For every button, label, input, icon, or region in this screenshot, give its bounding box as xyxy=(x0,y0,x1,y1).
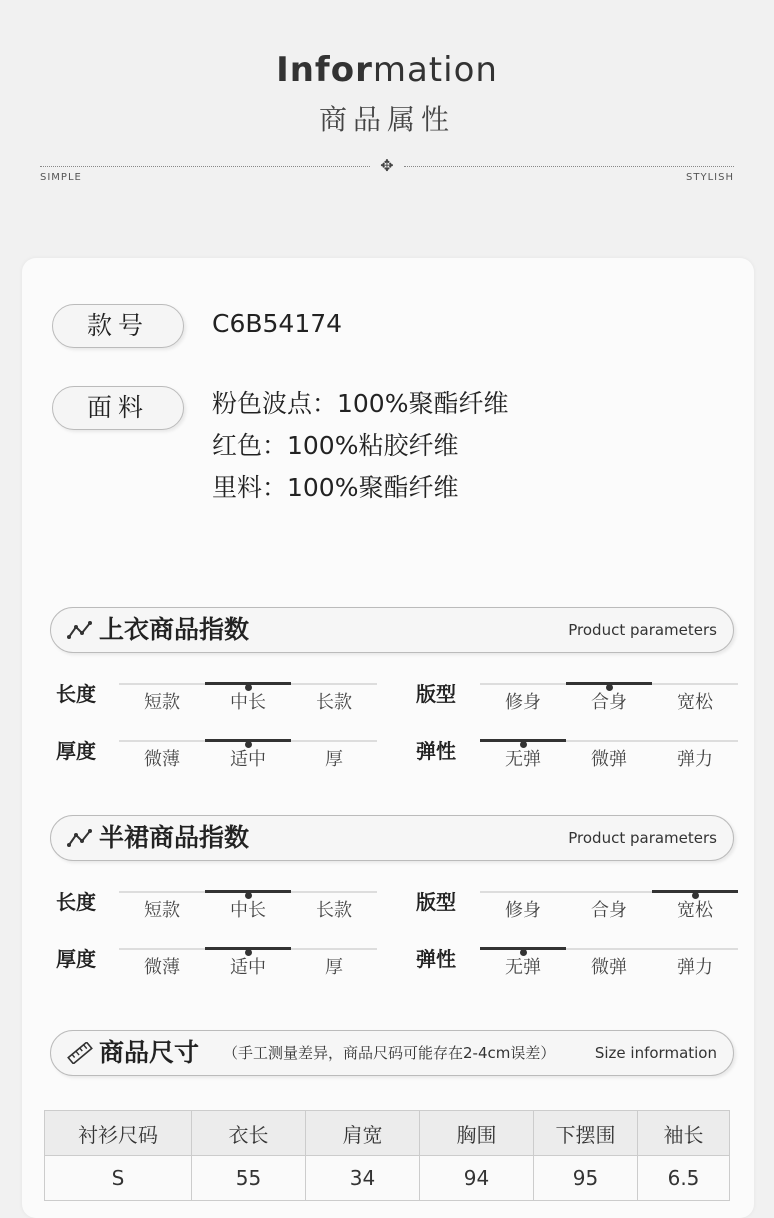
top-index-title: 上衣商品指数 xyxy=(99,615,250,644)
fabric-line: 红色：100%粘胶纤维 xyxy=(212,431,459,460)
scale-option: 修身 xyxy=(505,692,541,713)
scale-option: 短款 xyxy=(144,692,180,713)
skirt-index-title: 半裙商品指数 xyxy=(99,823,250,852)
ruler-icon xyxy=(67,1042,93,1064)
table-header-row xyxy=(45,1111,730,1156)
table-cell: 95 xyxy=(534,1156,638,1201)
page-title xyxy=(0,48,774,92)
scale-option: 微弹 xyxy=(591,749,627,770)
size-info-title: 商品尺寸 xyxy=(99,1038,200,1067)
scale-option: 无弹 xyxy=(505,957,541,978)
table-header-cell: 衣长 xyxy=(192,1111,306,1156)
scale-option: 微薄 xyxy=(144,957,180,978)
table-header-cell: 袖长 xyxy=(638,1111,730,1156)
scale-option: 弹力 xyxy=(677,957,713,978)
scale-option: 中长 xyxy=(230,692,266,713)
divider-left xyxy=(40,166,370,167)
divider-right xyxy=(404,166,734,167)
index-label: 长度 xyxy=(56,890,96,914)
index-label: 版型 xyxy=(416,890,456,914)
trend-line-icon xyxy=(67,619,93,641)
scale-option: 修身 xyxy=(505,900,541,921)
scale-option: 适中 xyxy=(230,749,266,770)
stylish-label: STYLISH xyxy=(686,172,734,183)
index-label: 厚度 xyxy=(56,947,96,971)
index-label: 长度 xyxy=(56,682,96,706)
table-header-cell: 肩宽 xyxy=(306,1111,420,1156)
size-info-header xyxy=(50,1030,734,1076)
title-light: mation xyxy=(372,50,498,90)
scale-option: 合身 xyxy=(591,900,627,921)
scale-option: 宽松 xyxy=(677,692,713,713)
index-label: 弹性 xyxy=(416,739,456,763)
style-no-label: 款号 xyxy=(52,304,184,348)
fabric-label: 面料 xyxy=(52,386,184,430)
scale-option: 微薄 xyxy=(144,749,180,770)
fabric-line: 粉色波点：100%聚酯纤维 xyxy=(212,389,509,418)
scale-option: 厚 xyxy=(325,749,343,770)
style-no-value: C6B54174 xyxy=(212,309,343,338)
size-info-note: （手工测量差异，商品尺码可能存在2-4cm误差） xyxy=(223,1044,556,1062)
skirt-index-en: Product parameters xyxy=(568,829,717,847)
table-cell: 34 xyxy=(306,1156,420,1201)
table-cell: 6.5 xyxy=(638,1156,730,1201)
page-subtitle: 商品属性 xyxy=(318,103,455,136)
trend-line-icon xyxy=(67,827,93,849)
index-label: 厚度 xyxy=(56,739,96,763)
cross-arrows-icon: ✥ xyxy=(380,156,394,175)
size-table xyxy=(44,1110,730,1201)
table-cell: S xyxy=(45,1156,192,1201)
scale-option: 长款 xyxy=(316,692,352,713)
skirt-index-header xyxy=(50,815,734,861)
table-row xyxy=(45,1156,730,1201)
scale-option: 厚 xyxy=(325,957,343,978)
simple-label: SIMPLE xyxy=(40,172,82,183)
fabric-line: 里料：100%聚酯纤维 xyxy=(212,473,459,502)
top-index-en: Product parameters xyxy=(568,621,717,639)
scale-option: 适中 xyxy=(230,957,266,978)
scale-option: 短款 xyxy=(144,900,180,921)
table-header-cell: 下摆围 xyxy=(534,1111,638,1156)
title-bold: Infor xyxy=(276,50,373,90)
table-header-cell: 衬衫尺码 xyxy=(45,1111,192,1156)
size-info-en: Size information xyxy=(594,1044,717,1062)
table-cell: 94 xyxy=(420,1156,534,1201)
table-cell: 55 xyxy=(192,1156,306,1201)
scale-option: 弹力 xyxy=(677,749,713,770)
index-label: 弹性 xyxy=(416,947,456,971)
table-header-cell: 胸围 xyxy=(420,1111,534,1156)
scale-option: 无弹 xyxy=(505,749,541,770)
scale-option: 中长 xyxy=(230,900,266,921)
scale-option: 合身 xyxy=(591,692,627,713)
scale-option: 长款 xyxy=(316,900,352,921)
top-index-header xyxy=(50,607,734,653)
scale-option: 微弹 xyxy=(591,957,627,978)
index-label: 版型 xyxy=(416,682,456,706)
scale-option: 宽松 xyxy=(677,900,713,921)
